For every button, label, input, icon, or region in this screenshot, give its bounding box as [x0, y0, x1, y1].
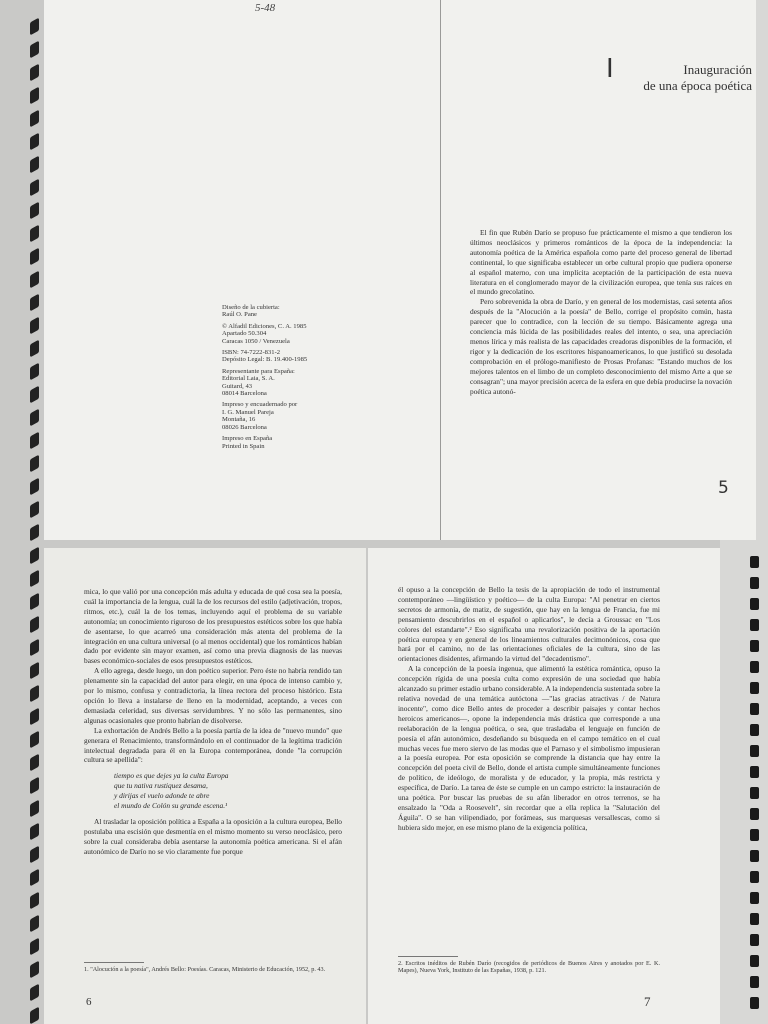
page-number: 5	[718, 478, 729, 498]
binding-hole	[750, 997, 759, 1009]
binding-hole	[750, 640, 759, 652]
verse-line: el mundo de Colón su grande escena.¹	[114, 801, 228, 811]
verse-line: tiempo es que dejes ya la culta Europa	[114, 771, 229, 781]
credit-block: Impreso y encuadernado por I. G. Manuel Pareja Montaña, 16 08026 Barcelona	[222, 401, 298, 431]
binding-hole	[30, 294, 39, 312]
credit-block: ISBN: 74-7222-831-2 Depósito Legal: B. 19.400-1985	[222, 349, 308, 364]
binding-hole	[30, 915, 39, 933]
binding-hole	[750, 850, 759, 862]
binding-hole	[30, 317, 39, 335]
paragraph: A ello agrega, desde luego, un don poético superior. Pero éste no habría rendido tan plenamente sin la capacidad del autor para elegir, en una época de intenso cambio y, por lo mismo, confusa y contradictoria, la línea rectora del proceso histórico. Esta opción lo lleva a instalarse de lleno en la modernidad, aceptando, a veces con demasiada celeridad, sus diversas servidumbres. Y no sólo las permanentes, sino algunas ocasionales que pronto habrían de disolverse.	[84, 666, 342, 725]
binding-hole	[30, 616, 39, 634]
binding-hole	[30, 455, 39, 473]
binding-hole	[30, 685, 39, 703]
page-7-body	[398, 585, 660, 833]
binding-hole	[750, 976, 759, 988]
verse-line: que tu nativa rustiquez desama,	[114, 781, 208, 791]
binding-hole	[30, 64, 39, 82]
binding-hole	[30, 225, 39, 243]
binding-hole	[750, 661, 759, 673]
binding-strip-left	[0, 0, 44, 1024]
binding-hole	[750, 598, 759, 610]
chapter-title-line: Inauguración	[683, 62, 752, 77]
binding-hole	[30, 18, 39, 36]
binding-hole	[30, 984, 39, 1002]
binding-hole	[30, 731, 39, 749]
binding-hole	[30, 708, 39, 726]
binding-hole	[30, 271, 39, 289]
binding-hole	[750, 619, 759, 631]
binding-hole	[750, 577, 759, 589]
binding-hole	[750, 703, 759, 715]
binding-hole	[750, 745, 759, 757]
verse-quote	[114, 771, 342, 811]
chapter-title	[596, 62, 752, 94]
credit-block: Diseño de la cubierta: Raúl O. Pane	[222, 304, 280, 319]
page-number: 7	[644, 994, 651, 1009]
binding-hole	[750, 682, 759, 694]
footnote-rule	[84, 962, 144, 963]
binding-hole	[30, 179, 39, 197]
paragraph: Pero sobrevenida la obra de Darío, y en general de los modernistas, casi setenta años después de la "Alocución a la poesía" de Bello, corrige el propósito común, hasta parecer que lo contradice, con la lección de su tiempo. Básicamente agrega una conciencia más lúcida de las posibilidades reales del intento, o sea, una apreciación menos lírica y más realista de las capacidades creadoras disponibles de la formación, el rigor y la dedicación de los escritores hispanoamericanos, lo que justificó su desolada comprobación en el prólogo-manifiesto de Prosas Profanas: "Estando muchos de los mejores talentos en el limbo de un completo desconocimiento del mismo Arte a que se consagran"; una mayor precisión acerca de la esfera en que debía producirse la novación poética autonó-	[470, 297, 732, 396]
chapter-title-line: de una época poética	[643, 78, 752, 93]
binding-hole	[30, 938, 39, 956]
footnote-rule	[398, 956, 458, 957]
binding-hole	[30, 639, 39, 657]
footnote: 2. Escritos inéditos de Rubén Darío (recogidos de periódicos de Buenos Aires y anotados por E. K. Mapes), Nueva York, Instituto de las Españas, 1938, p. 121.	[398, 960, 660, 975]
binding-hole	[750, 955, 759, 967]
binding-hole	[30, 501, 39, 519]
page-6-body	[84, 587, 342, 857]
binding-hole	[30, 87, 39, 105]
binding-hole	[30, 869, 39, 887]
binding-hole	[30, 110, 39, 128]
binding-hole	[750, 787, 759, 799]
binding-hole	[30, 432, 39, 450]
binding-hole	[30, 133, 39, 151]
binding-hole	[30, 156, 39, 174]
binding-hole	[30, 248, 39, 266]
paragraph: El fin que Rubén Darío se propuso fue prácticamente el mismo a que tendieron los últimos neoclásicos y primeros románticos de la época de la independencia: la autonomía poética de la América española como parte del proceso general de libertad continental, lo que significaba establecer un orbe cultural propio que pudiera oponerse al español materno, con una implícita aceptación de la participación de esta nueva literatura en el conglomerado mayor de la civilización europea, que tenía sus raíces en el mundo grecolatino.	[470, 228, 732, 297]
binding-hole	[30, 800, 39, 818]
paragraph: él opuso a la concepción de Bello la tesis de la apropiación de todo el instrumental contemporáneo —lingüístico y poético— de la culta Europa: "Al penetrar en ciertos secretos de armonía, de matiz, de sugestión, que hay en la lengua de Francia, fue mi pensamiento descubrirlos en el español o aplicarlos", le decía a Groussac en "Los colores del estandarte".² Eso significaba una revalorización positiva de la aportación poética europea y en general de los lineamientos culturales decimonónicos, cosa que hará por el camino, no de las orientaciones oficiales de la cultura, sino de las orientaciones disidentes, afirmando la virtud del "decadentismo".	[398, 585, 660, 664]
verse-line: y dirijas el vuelo adonde te abre	[114, 791, 210, 801]
credit-block: Impreso en España Printed in Spain	[222, 435, 273, 450]
binding-hole	[30, 340, 39, 358]
binding-hole	[750, 808, 759, 820]
paragraph: Al trasladar la oposición política a España a la oposición a la cultura europea, Bello postulaba una escisión que desmentía en el mismo momento su verso neoclásico, pero sobre la cual consideraba debía asentarse la autonomía poética americana. Si el afán autonómico de Darío no se vio claramente fue porque	[84, 816, 342, 856]
footnote: 1. "Alocución a la poesía", Andrés Bello: Poesías. Caracas, Ministerio de Educación, 1952, p. 43.	[84, 966, 326, 973]
binding-hole	[30, 1007, 39, 1024]
binding-hole	[30, 777, 39, 795]
credit-block: Representante para España: Editorial Laia, S. A. Guitard, 43 08014 Barcelona	[222, 367, 295, 398]
binding-hole	[30, 662, 39, 680]
paragraph: A la concepción de la poesía ingenua, que alimentó la estética romántica, opuso la concepción rígida de una poesía culta como expresión de una sociedad que había alcanzado su primer estadio urbano considerable. A la independencia sustentada sobre la relativa novedad de una temática autóctona —"las gracias atractivas / de Natura inocente", como dice Bello antes de proceder a describir paisajes y contar hechos heroicos americanos—, opone la independencia más drástica que corresponde a una reelaboración de la lengua poética, o sea, que trasladaba el lenguaje en función de poesía el afán autonómico, desdeñando su búsqueda en el campo temático en el cual muchas veces fue mero siervo de las modas que el Parnaso y el simbolismo impusieran a la poesía europea. Por esta oposición se comprende la distancia que hay entre la concepción del poeta civil de Bello, donde el artista cumple simultáneamente funciones de político, de ideólogo, de moralista y de educador, y la propia, más restricta y específica, de Darío. La tarea de éste se cumple en un campo estricto: la instauración de una poética. Por buscar las pruebas de su afán liberador en otros terrenos, se ha ensalzado la "Oda a Roosevelt", sin recordar que a ella replica la "Salutación del Águila". O se han vilipendiado, por forámeas, sus marquesas versallescas, como si hubiera sido mejor, en ese mismo plano de la exigencia política,	[398, 664, 660, 832]
page-5-body	[470, 228, 732, 396]
binding-hole	[30, 570, 39, 588]
binding-hole	[30, 202, 39, 220]
binding-hole	[750, 913, 759, 925]
binding-hole	[30, 547, 39, 565]
binding-hole	[30, 846, 39, 864]
copyright-credits	[222, 304, 392, 454]
binding-hole	[750, 871, 759, 883]
binding-hole	[750, 829, 759, 841]
binding-hole	[750, 766, 759, 778]
binding-hole	[30, 754, 39, 772]
binding-hole	[30, 892, 39, 910]
binding-hole	[30, 363, 39, 381]
binding-hole	[30, 41, 39, 59]
binding-hole	[750, 724, 759, 736]
binding-hole	[750, 892, 759, 904]
binding-hole	[30, 593, 39, 611]
page-number: 6	[86, 996, 92, 1008]
binding-hole	[30, 823, 39, 841]
binding-hole	[30, 478, 39, 496]
binding-hole	[30, 409, 39, 427]
binding-hole	[750, 556, 759, 568]
binding-hole	[30, 386, 39, 404]
chapter-number: I	[606, 54, 614, 84]
page-gutter	[440, 0, 441, 540]
credit-block: © Alfadil Ediciones, C. A. 1985 Apartado 50.304 Caracas 1050 / Venezuela	[222, 322, 307, 345]
paragraph: La exhortación de Andrés Bello a la poesía partía de la idea de "nuevo mundo" que generara el Renacimiento, transformándolo en el continuador de la legítima tradición intelectual degradada para él en la Europa contemporánea, donde "la corrupción cultura se apellida":	[84, 725, 342, 765]
paragraph: mica, lo que valió por una concepción más adulta y educada de qué cosa sea la poesía, cuál la importancia de la lengua, cuál la de los recursos del estilo (adjetivación, tropos, ritmos, etc.), cuál la de los temas, incluyendo aquí el problema de su variable autonomía; un conocimiento riguroso de los presupuestos estéticos sobre los que había de asentarse, lo que acarreó una consideración más atenta del problema de la integración en una cultura universal (o al menos occidental) que los románticos habían dado por evidente sin mayor examen, así como una previa diagnosis de las nuevas bases económico-sociales de esos presupuestos estéticos.	[84, 587, 342, 666]
handwritten-note: 5-48	[255, 2, 276, 14]
binding-hole	[750, 934, 759, 946]
binding-hole	[30, 524, 39, 542]
binding-hole	[30, 961, 39, 979]
